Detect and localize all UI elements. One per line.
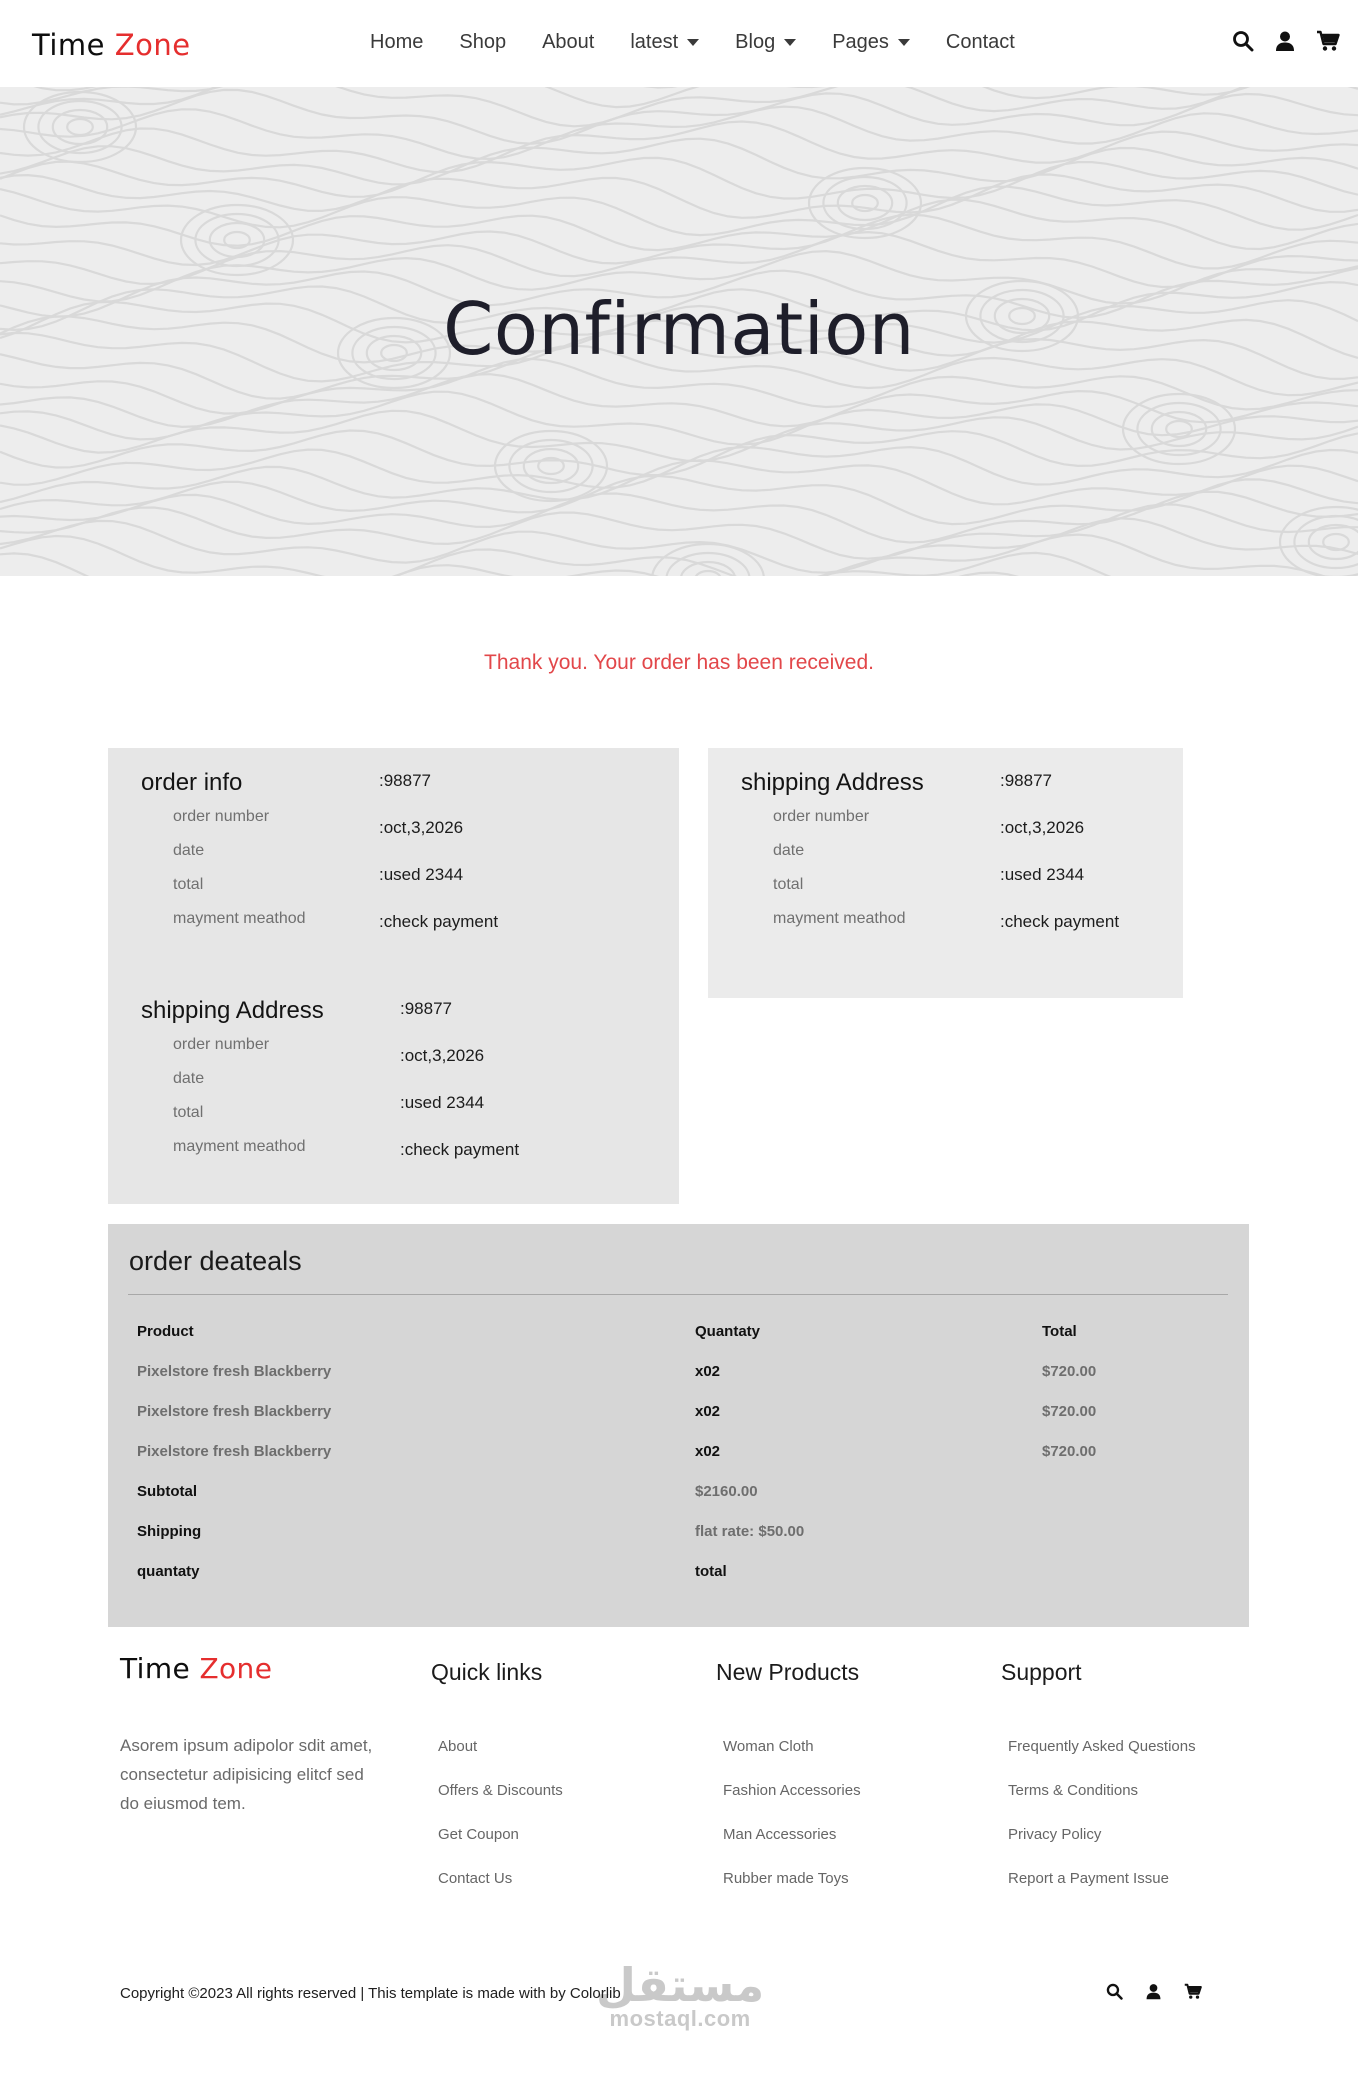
quantity-value: total — [695, 1563, 727, 1580]
footer-link-offers[interactable]: Offers & Discounts — [438, 1782, 563, 1799]
order-number-label: order number — [773, 808, 870, 825]
footer-link-woman-cloth[interactable]: Woman Cloth — [723, 1738, 814, 1755]
footer-link-rubber-toys[interactable]: Rubber made Toys — [723, 1870, 849, 1887]
date-label: date — [173, 842, 205, 859]
product-quantity: x02 — [695, 1443, 721, 1460]
contour-line — [0, 535, 1358, 576]
footer-link-about[interactable]: About — [438, 1738, 478, 1755]
date-value: :oct,3,2026 — [1000, 818, 1085, 837]
nav-pages-label: Pages — [832, 31, 889, 53]
logo-text-zone: Zone — [114, 28, 191, 62]
shipping-address-title: shipping Address — [141, 997, 324, 1024]
shipping-value: flat rate: $50.00 — [695, 1523, 805, 1540]
product-quantity: x02 — [695, 1403, 721, 1420]
order-number-value: :98877 — [379, 771, 431, 790]
nav-pages[interactable] — [832, 31, 910, 54]
nav-latest[interactable] — [630, 31, 699, 54]
total-label: total — [773, 876, 804, 893]
nav-contact[interactable] — [946, 31, 1015, 54]
site-logo[interactable] — [32, 28, 191, 62]
contour-line — [0, 87, 1358, 107]
product-total: $720.00 — [1042, 1363, 1097, 1380]
quantity-label: quantaty — [137, 1563, 200, 1580]
nav-blog[interactable] — [735, 31, 796, 54]
footer-icons — [1106, 1983, 1202, 2000]
contour-ring — [495, 431, 607, 501]
contour-ring — [1137, 403, 1220, 455]
total-value: :used 2344 — [1000, 865, 1085, 884]
nav-about-label: About — [542, 31, 595, 53]
footer-logo[interactable] — [120, 1652, 272, 1685]
watermark-url: mostaql.com — [609, 2006, 751, 2031]
contour-line — [0, 158, 1358, 199]
column-header-product: Product — [137, 1323, 194, 1340]
order-info-title: order info — [141, 769, 243, 796]
payment-method-label: mayment meathod — [773, 910, 906, 927]
page-title: Confirmation — [443, 287, 915, 371]
contour-ring — [53, 110, 107, 144]
order-details-panel — [108, 1224, 1249, 1627]
footer-about-text: Asorem ipsum adipolor sdit amet, consectetur adipisicing elitcf sed do eiusmod tem. — [120, 1736, 373, 1813]
footer-quick-links-title: Quick links — [431, 1659, 543, 1685]
caret-down-icon — [784, 39, 796, 46]
column-header-quantity: Quantaty — [695, 1323, 761, 1340]
footer-link-terms[interactable]: Terms & Conditions — [1008, 1782, 1139, 1799]
footer-link-faq[interactable]: Frequently Asked Questions — [1008, 1738, 1196, 1755]
divider — [128, 1294, 1228, 1295]
total-value: :used 2344 — [379, 865, 464, 884]
contour-ring — [809, 168, 921, 238]
watermark-arabic: مستقل — [596, 1958, 765, 2012]
nav-home[interactable] — [370, 31, 423, 54]
total-label: total — [173, 1104, 204, 1121]
contour-line — [0, 518, 1358, 572]
date-value: :oct,3,2026 — [379, 818, 464, 837]
logo-text-time: Time — [120, 1652, 200, 1685]
contour-ring — [666, 553, 749, 576]
contour-ring — [1309, 525, 1358, 559]
footer-link-contact[interactable]: Contact Us — [438, 1870, 513, 1887]
payment-method-label: mayment meathod — [173, 1138, 306, 1155]
contour-ring — [509, 440, 592, 492]
payment-method-value: :check payment — [1000, 912, 1120, 931]
payment-method-value: :check payment — [379, 912, 499, 931]
nav-contact-label: Contact — [945, 31, 1015, 53]
footer-support-title: Support — [1001, 1659, 1082, 1685]
shipping-address-title: shipping Address — [741, 769, 924, 796]
search-icon[interactable] — [1232, 30, 1254, 52]
nav-latest-label: latest — [630, 31, 679, 53]
order-number-value: :98877 — [400, 999, 452, 1018]
date-value: :oct,3,2026 — [400, 1046, 485, 1065]
product-name: Pixelstore fresh Blackberry — [137, 1443, 332, 1460]
contour-ring — [210, 223, 264, 257]
header-icons — [1232, 30, 1340, 52]
order-details-title: order deateals — [129, 1246, 302, 1276]
shipping-address-panel — [708, 748, 1183, 998]
footer-link-fashion-accessories[interactable]: Fashion Accessories — [723, 1782, 861, 1799]
subtotal-value: $2160.00 — [695, 1483, 758, 1500]
main-nav — [370, 31, 1051, 54]
contour-ring — [695, 571, 721, 576]
payment-method-value: :check payment — [400, 1140, 520, 1159]
copyright-text: Copyright ©2023 All rights reserved | This template is made with by Colorlib — [120, 1985, 621, 2002]
product-name: Pixelstore fresh Blackberry — [137, 1363, 332, 1380]
logo-text-zone: Zone — [199, 1652, 273, 1685]
footer-link-payment-issue[interactable]: Report a Payment Issue — [1008, 1870, 1169, 1887]
nav-about[interactable] — [542, 31, 594, 54]
total-value: :used 2344 — [400, 1093, 485, 1112]
contour-ring — [1123, 394, 1235, 464]
search-icon[interactable] — [1106, 1983, 1123, 2000]
order-number-label: order number — [173, 1036, 270, 1053]
logo-text-time: Time — [32, 28, 115, 62]
confirmation-message: Thank you. Your order has been received. — [484, 651, 874, 674]
cart-icon[interactable] — [1316, 30, 1340, 52]
product-name: Pixelstore fresh Blackberry — [137, 1403, 332, 1420]
contour-ring — [67, 119, 93, 135]
product-quantity: x02 — [695, 1363, 721, 1380]
date-label: date — [173, 1070, 205, 1087]
contour-ring — [823, 177, 906, 229]
nav-shop-label: Shop — [459, 31, 507, 53]
order-number-value: :98877 — [1000, 771, 1052, 790]
cart-icon[interactable] — [1184, 1983, 1202, 2000]
order-number-label: order number — [173, 808, 270, 825]
site-header — [0, 0, 1358, 87]
column-header-total: Total — [1042, 1323, 1077, 1340]
footer-new-products-title: New Products — [716, 1659, 860, 1685]
caret-down-icon — [687, 39, 699, 46]
footer-link-privacy[interactable]: Privacy Policy — [1008, 1826, 1102, 1843]
nav-shop[interactable] — [459, 31, 506, 54]
watermark — [596, 1958, 765, 2032]
nav-blog-label: Blog — [735, 31, 776, 53]
contour-line — [0, 122, 1358, 173]
caret-down-icon — [898, 39, 910, 46]
contour-line — [0, 492, 1358, 543]
contour-ring — [838, 186, 892, 220]
shipping-label: Shipping — [137, 1523, 202, 1540]
footer-link-coupon[interactable]: Get Coupon — [438, 1826, 519, 1843]
user-icon[interactable] — [1145, 1983, 1162, 2000]
date-label: date — [773, 842, 805, 859]
hero-banner — [0, 87, 1358, 576]
footer-link-man-accessories[interactable]: Man Accessories — [723, 1826, 837, 1843]
total-label: total — [173, 876, 204, 893]
order-info-panel — [108, 748, 679, 1204]
product-total: $720.00 — [1042, 1443, 1097, 1460]
product-total: $720.00 — [1042, 1403, 1097, 1420]
subtotal-label: Subtotal — [137, 1483, 197, 1500]
user-icon[interactable] — [1274, 30, 1296, 52]
payment-method-label: mayment meathod — [173, 910, 306, 927]
nav-home-label: Home — [370, 31, 424, 53]
